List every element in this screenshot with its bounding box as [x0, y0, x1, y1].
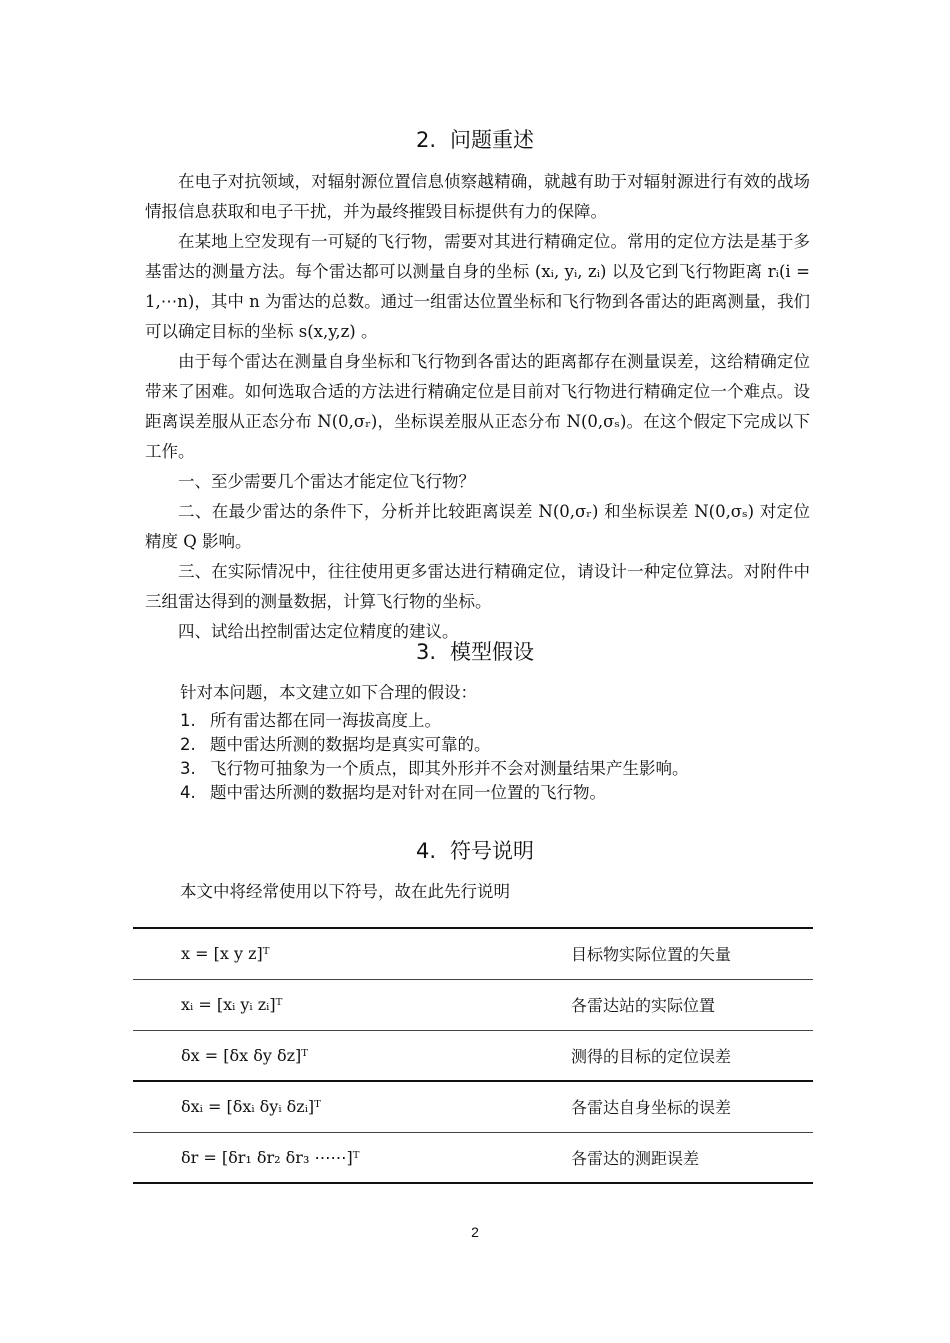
symbols-intro: 本文中将经常使用以下符号，故在此先行说明 — [180, 882, 510, 901]
section-number: 2. — [415, 128, 437, 152]
section-title: 问题重述 — [450, 128, 535, 152]
paragraph: 在电子对抗领域，对辐射源位置信息侦察越精确，就越有助于对辐射源进行有效的战场情报信息获取和电子干扰，并为最终摧毁目标提供有力的保障。 — [145, 172, 810, 221]
page-number: 2 — [471, 1224, 479, 1240]
paragraph: 在某地上空发现有一可疑的飞行物，需要对其进行精确定位。常用的定位方法是基于多基雷达的测量方法。每个雷达都可以测量自身的坐标 (xᵢ, yᵢ, zᵢ) 以及它到飞行物距离 rᵢ(i = 1,⋯n)，其中 n 为雷达的总数。通过一组雷达位置坐标和飞行物到各雷达的距离测量，我们可以确定目标的坐标 s(x,y,z) 。 — [145, 232, 810, 341]
symbol-cell: x = [x y z]ᵀ — [133, 928, 521, 979]
description-cell: 各雷达自身坐标的误差 — [521, 1081, 813, 1132]
assumption-list — [180, 709, 820, 805]
task-item: 三、在实际情况中，往往使用更多雷达进行精确定位，请设计一种定位算法。对附件中三组雷达得到的测量数据，计算飞行物的坐标。 — [145, 562, 810, 611]
section-3-heading — [0, 636, 950, 666]
section-2-heading — [0, 124, 950, 154]
table-row — [133, 1030, 813, 1081]
section-number: 3. — [415, 640, 437, 664]
task-item: 四、试给出控制雷达定位精度的建议。 — [178, 622, 459, 641]
symbol-cell: xᵢ = [xᵢ yᵢ zᵢ]ᵀ — [133, 979, 521, 1030]
description-cell: 各雷达站的实际位置 — [521, 979, 813, 1030]
list-item: 2. 题中雷达所测的数据均是真实可靠的。 — [180, 735, 491, 754]
table-row — [133, 1132, 813, 1183]
assumptions-intro: 针对本问题，本文建立如下合理的假设： — [180, 683, 477, 702]
task-item: 一、至少需要几个雷达才能定位飞行物？ — [178, 472, 475, 491]
symbol-table — [133, 927, 813, 1184]
list-item: 3. 飞行物可抽象为一个质点，即其外形并不会对测量结果产生影响。 — [180, 759, 689, 778]
paragraph: 由于每个雷达在测量自身坐标和飞行物到各雷达的距离都存在测量误差，这给精确定位带来了困难。如何选取合适的方法进行精确定位是目前对飞行物进行精确定位一个难点。设距离误差服从正态分布 N(0,σᵣ)，坐标误差服从正态分布 N(0,σₛ)。在这个假定下完成以下工作。 — [145, 352, 810, 461]
list-item: 1. 所有雷达都在同一海拔高度上。 — [180, 711, 441, 730]
section-number: 4. — [415, 839, 437, 863]
symbol-cell: δx = [δx δy δz]ᵀ — [133, 1030, 521, 1081]
section-2-body — [145, 167, 810, 647]
description-cell: 测得的目标的定位误差 — [521, 1030, 813, 1081]
description-cell: 目标物实际位置的矢量 — [521, 928, 813, 979]
symbol-cell: δr = [δr₁ δr₂ δr₃ ⋯⋯]ᵀ — [133, 1132, 521, 1183]
assumptions — [180, 681, 820, 805]
section-title: 符号说明 — [450, 839, 535, 863]
list-item: 4. 题中雷达所测的数据均是对针对在同一位置的飞行物。 — [180, 783, 606, 802]
description-cell: 各雷达的测距误差 — [521, 1132, 813, 1183]
table-row — [133, 1081, 813, 1132]
table-row — [133, 979, 813, 1030]
section-4-heading — [0, 835, 950, 865]
table-row — [133, 928, 813, 979]
task-item: 二、在最少雷达的条件下，分析并比较距离误差 N(0,σᵣ) 和坐标误差 N(0,σₛ) 对定位精度 Q 影响。 — [145, 502, 810, 551]
symbol-cell: δxᵢ = [δxᵢ δyᵢ δzᵢ]ᵀ — [133, 1081, 521, 1132]
section-title: 模型假设 — [450, 640, 535, 664]
